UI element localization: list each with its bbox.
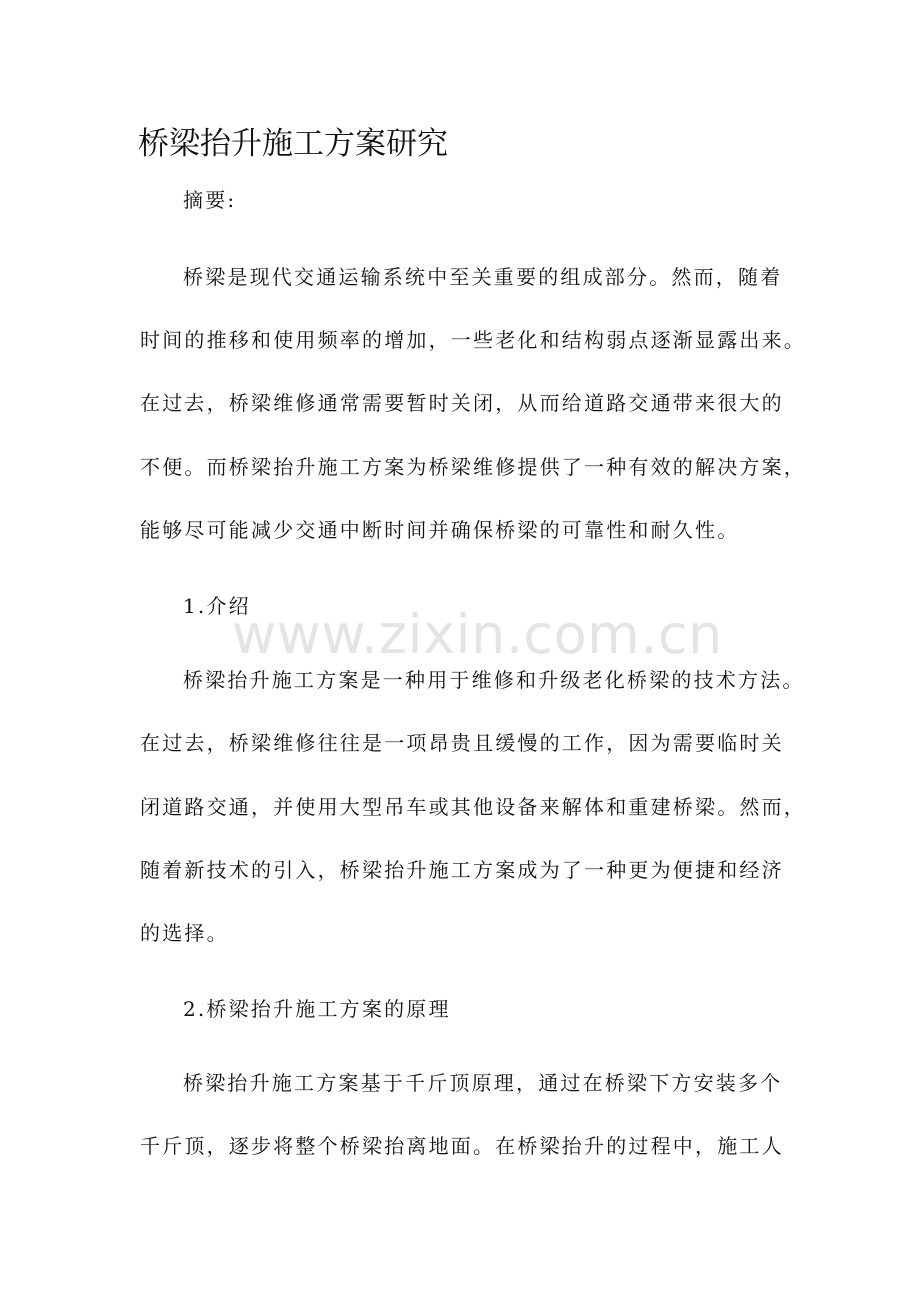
abstract-line: 能够尽可能减少交通中断时间并确保桥梁的可靠性和耐久性。 bbox=[140, 518, 740, 542]
abstract-line: 时间的推移和使用频率的增加，一些老化和结构弱点逐渐显露出来。 bbox=[140, 328, 806, 352]
section2-line: 千斤顶，逐步将整个桥梁抬离地面。在桥梁抬升的过程中，施工人 bbox=[140, 1134, 784, 1158]
abstract-line: 在过去，桥梁维修通常需要暂时关闭，从而给道路交通带来很大的 bbox=[140, 391, 784, 415]
section-heading-principle: 2.桥梁抬升施工方案的原理 bbox=[183, 997, 451, 1021]
watermark: www.zixin.com.cn bbox=[232, 603, 723, 666]
section2-line: 桥梁抬升施工方案基于千斤顶原理，通过在桥梁下方安装多个 bbox=[183, 1071, 783, 1095]
document-title: 桥梁抬升施工方案研究 bbox=[138, 126, 448, 162]
section1-line: 在过去，桥梁维修往往是一项昂贵且缓慢的工作，因为需要临时关 bbox=[140, 731, 784, 755]
abstract-line: 不便。而桥梁抬升施工方案为桥梁维修提供了一种有效的解决方案， bbox=[140, 455, 806, 479]
abstract-label: 摘要: bbox=[183, 188, 237, 212]
section1-line: 随着新技术的引入，桥梁抬升施工方案成为了一种更为便捷和经济 bbox=[140, 858, 784, 882]
abstract-line: 桥梁是现代交通运输系统中至关重要的组成部分。然而，随着 bbox=[183, 265, 783, 289]
section-heading-introduction: 1.介绍 bbox=[183, 594, 251, 618]
section1-line: 的选择。 bbox=[140, 921, 229, 945]
section1-line: 闭道路交通，并使用大型吊车或其他设备来解体和重建桥梁。然而， bbox=[140, 795, 806, 819]
section1-line: 桥梁抬升施工方案是一种用于维修和升级老化桥梁的技术方法。 bbox=[183, 668, 805, 692]
